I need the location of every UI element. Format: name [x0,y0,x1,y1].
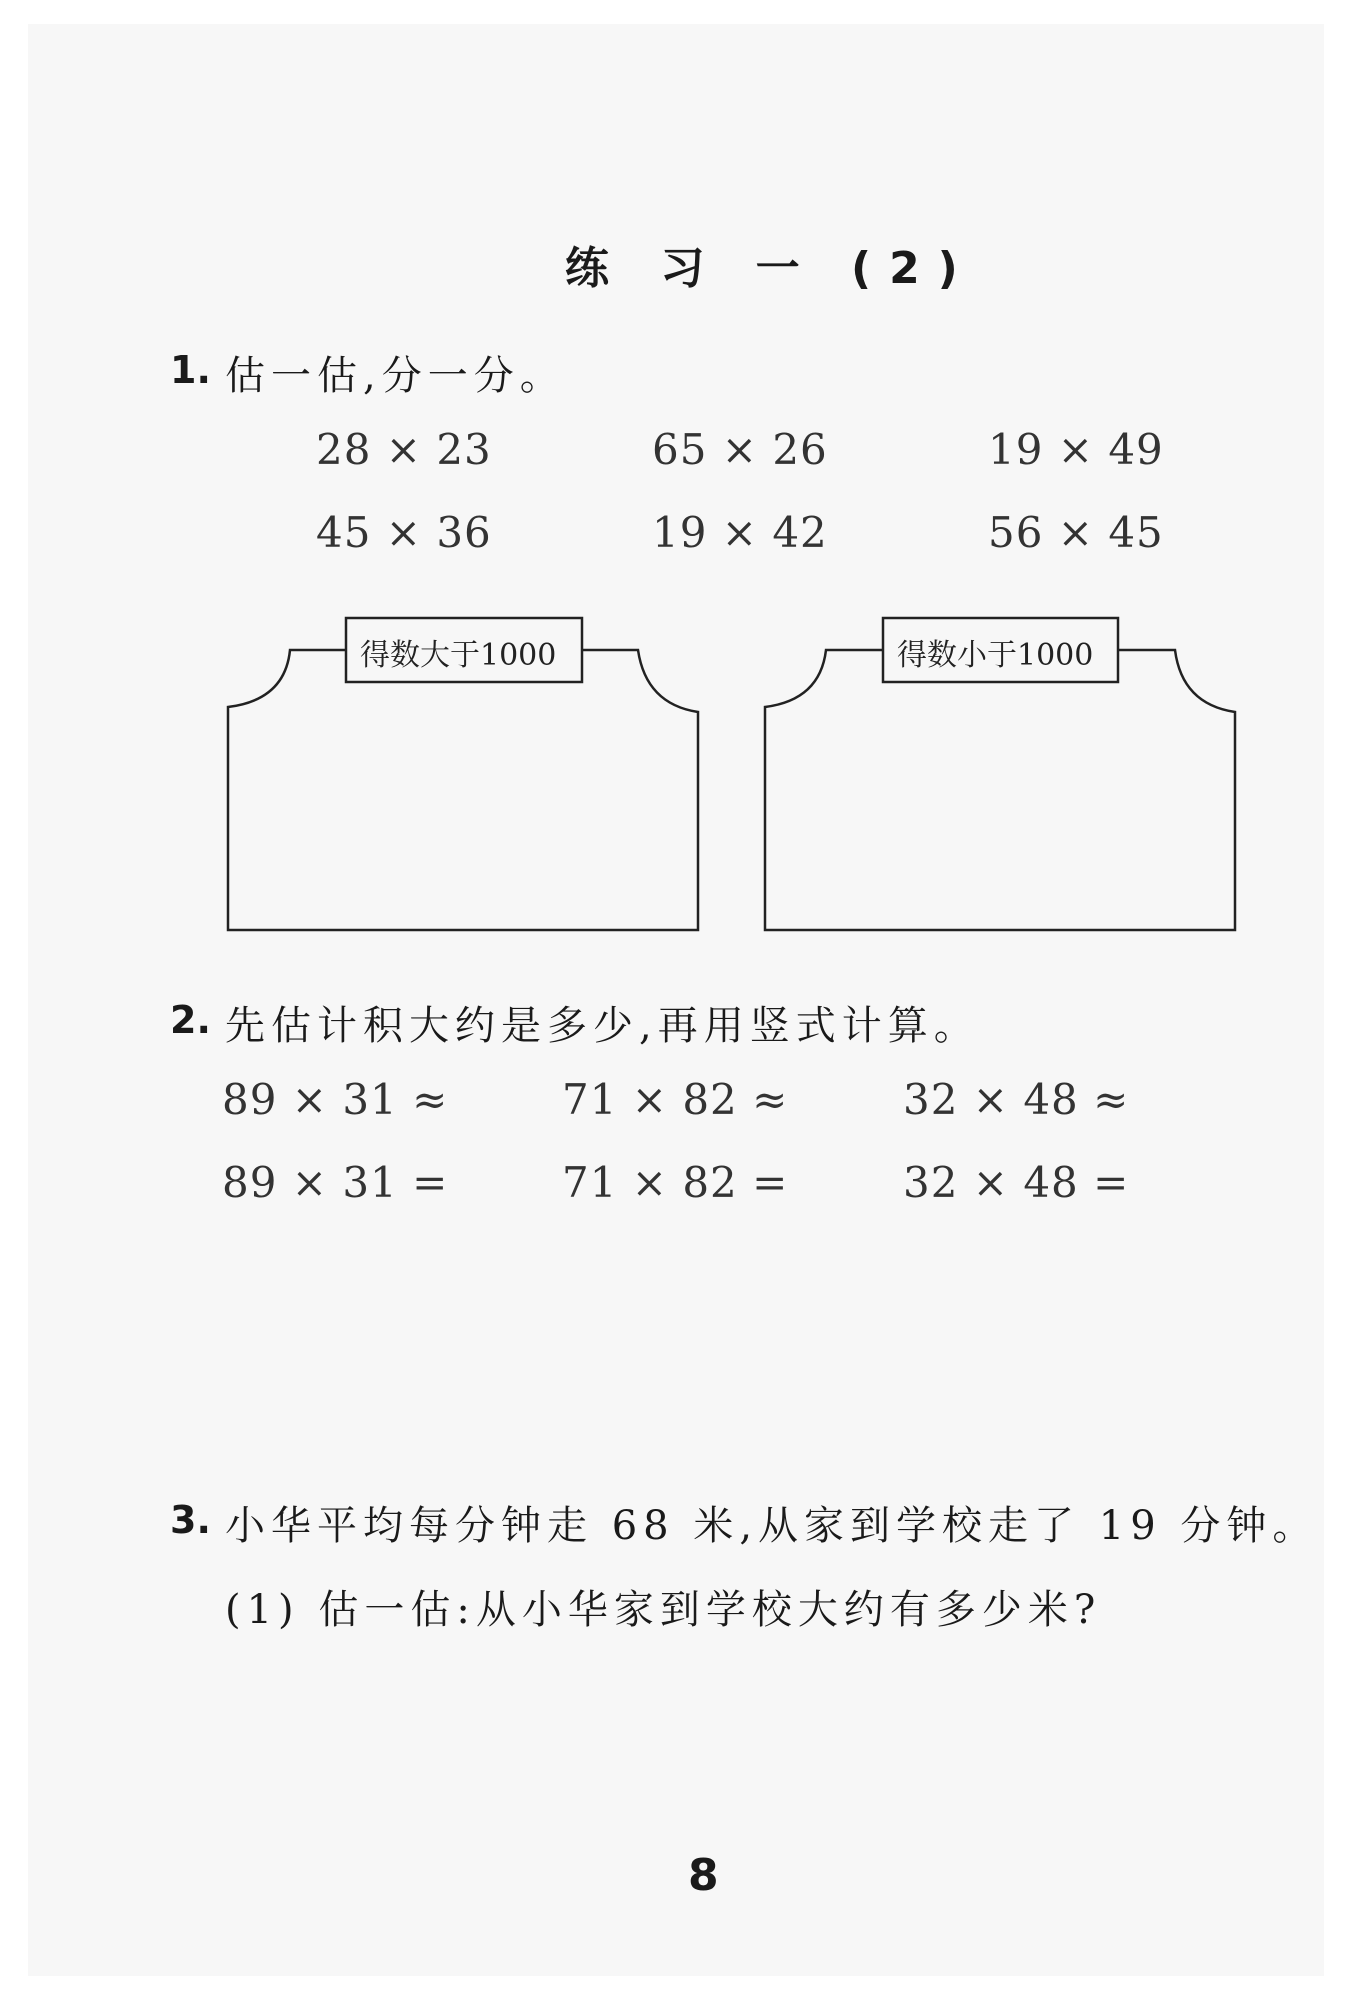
q1-expression: 56 × 45 [988,508,1164,557]
q2-text: 先估计积大约是多少,再用竖式计算。 [225,1003,980,1049]
q3-number: 3. [170,1498,211,1542]
q3-subquestion-1: (1) 估一估:从小华家到学校大约有多少米? [225,1587,1102,1633]
page-title: 练 习 一 (2) [565,243,976,294]
q2-approx-expression: 71 × 82 ≈ [562,1075,789,1124]
q2-approx-expression: 32 × 48 ≈ [903,1075,1130,1124]
page-number: 8 [688,1850,719,1901]
q1-text: 估一估,分一分。 [225,353,566,399]
q2-exact-expression: 32 × 48 = [903,1158,1130,1207]
q1-expression: 45 × 36 [316,508,492,557]
q2-exact-expression: 89 × 31 = [222,1158,449,1207]
q1-expression: 19 × 42 [652,508,828,557]
q1-expression: 65 × 26 [652,425,828,474]
q2-exact-expression: 71 × 82 = [562,1158,789,1207]
sort-box-greater[interactable] [228,650,698,930]
box-label-greater: 得数大于1000 [360,638,557,673]
q2-approx-expression: 89 × 31 ≈ [222,1075,449,1124]
q1-number: 1. [170,348,211,392]
sort-box-less[interactable] [765,650,1235,930]
q2-number: 2. [170,998,211,1042]
q1-expression: 28 × 23 [316,425,492,474]
box-label-less: 得数小于1000 [897,638,1094,673]
q3-text: 小华平均每分钟走 68 米,从家到学校走了 19 分钟。 [225,1503,1319,1549]
q1-expression: 19 × 49 [988,425,1164,474]
